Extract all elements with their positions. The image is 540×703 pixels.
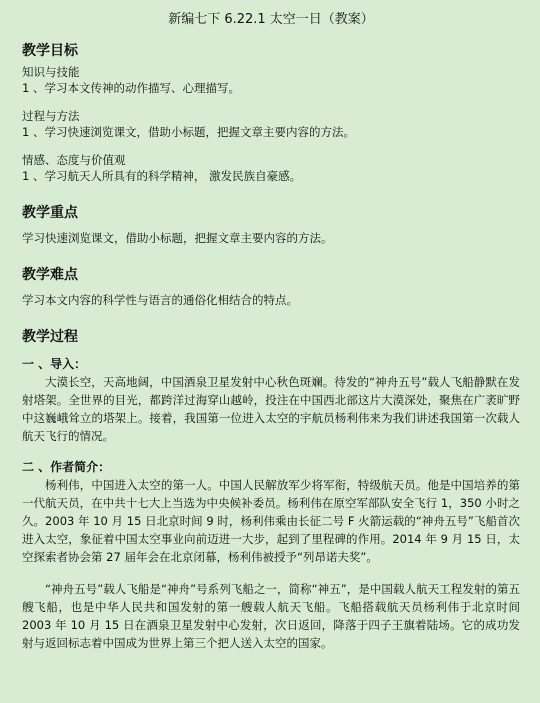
author-paragraph: 杨利伟，中国进入太空的第一人。中国人民解放军少将军衔，特级航天员。他是中国培养的第一代航天员，在中共十七大上当选为中央候补委员。杨利伟在原空军部队安全飞行 1，350 小时之久。2003 年 10 月 15 日北京时间 9 时，杨利伟乘由长征二号 F 火箭运载的“神舟五号”飞船首次进入太空，象征着中国太空事业向前迈进一大步，起到了里程碑的作用。2014 年 9 月 15 日，太空探索者协会第 27 届年会在北京闭幕，杨利伟被授予“列昂诺夫奖”。 xyxy=(22,478,520,564)
difficulties-section xyxy=(22,264,520,308)
process-heading: 教学过程 xyxy=(22,329,78,345)
author-heading: 二 、作者简介： xyxy=(22,460,111,474)
document-title: 新编七下 6.22.1 太空一日（教案） xyxy=(168,12,374,27)
objective-item: 1 、学习航天人所具有的科学精神， 激发民族自豪感。 xyxy=(22,169,302,183)
key-points-text: 学习快速浏览课文，借助小标题，把握文章主要内容的方法。 xyxy=(22,231,333,245)
intro-heading: 一 、导入： xyxy=(22,357,87,371)
objective-item: 1 、学习本文传神的动作描写、心理描写。 xyxy=(22,81,240,95)
shenzhou-paragraph: “神舟五号”载人飞船是“神舟”号系列飞船之一，简称“神五”，是中国载人航天工程发射的第五艘飞船，也是中华人民共和国发射的第一艘载人航天飞船。飞船搭载航天员杨利伟于北京时间 2003 年 10 月 15 日在酒泉卫星发射中心发射，次日返回，降落于四子王旗着陆场。它的成功发射与返回标志着中国成为世界上第三个把人送入太空的国家。 xyxy=(22,582,520,650)
objective-group-knowledge xyxy=(22,64,520,96)
objective-label: 知识与技能 xyxy=(22,65,80,79)
objective-label: 过程与方法 xyxy=(22,109,80,123)
objective-item: 1 、学习快速浏览课文，借助小标题，把握文章主要内容的方法。 xyxy=(22,125,355,139)
difficulties-text: 学习本文内容的科学性与语言的通俗化相结合的特点。 xyxy=(22,293,298,307)
process-section xyxy=(22,326,520,652)
difficulties-heading: 教学难点 xyxy=(22,267,78,283)
key-points-heading: 教学重点 xyxy=(22,205,78,221)
objectives-heading: 教学目标 xyxy=(22,43,78,59)
key-points-section xyxy=(22,202,520,246)
objective-group-process xyxy=(22,108,520,140)
intro-paragraph: 大漠长空，天高地阔，中国酒泉卫星发射中心秋色斑斓。待发的“神舟五号”载人飞船静默在发射塔架。全世界的目光，都跨洋过海穿山越岭，投注在中国西北部这片大漠深处，聚焦在广袤旷野中这巍峨耸立的塔架上。接着，我国第一位进入太空的宇航员杨利伟来为我们讲述我国第一次载人航天飞行的情况。 xyxy=(22,375,520,443)
objective-label: 情感、态度与价值观 xyxy=(22,153,126,167)
objective-group-emotion xyxy=(22,152,520,184)
